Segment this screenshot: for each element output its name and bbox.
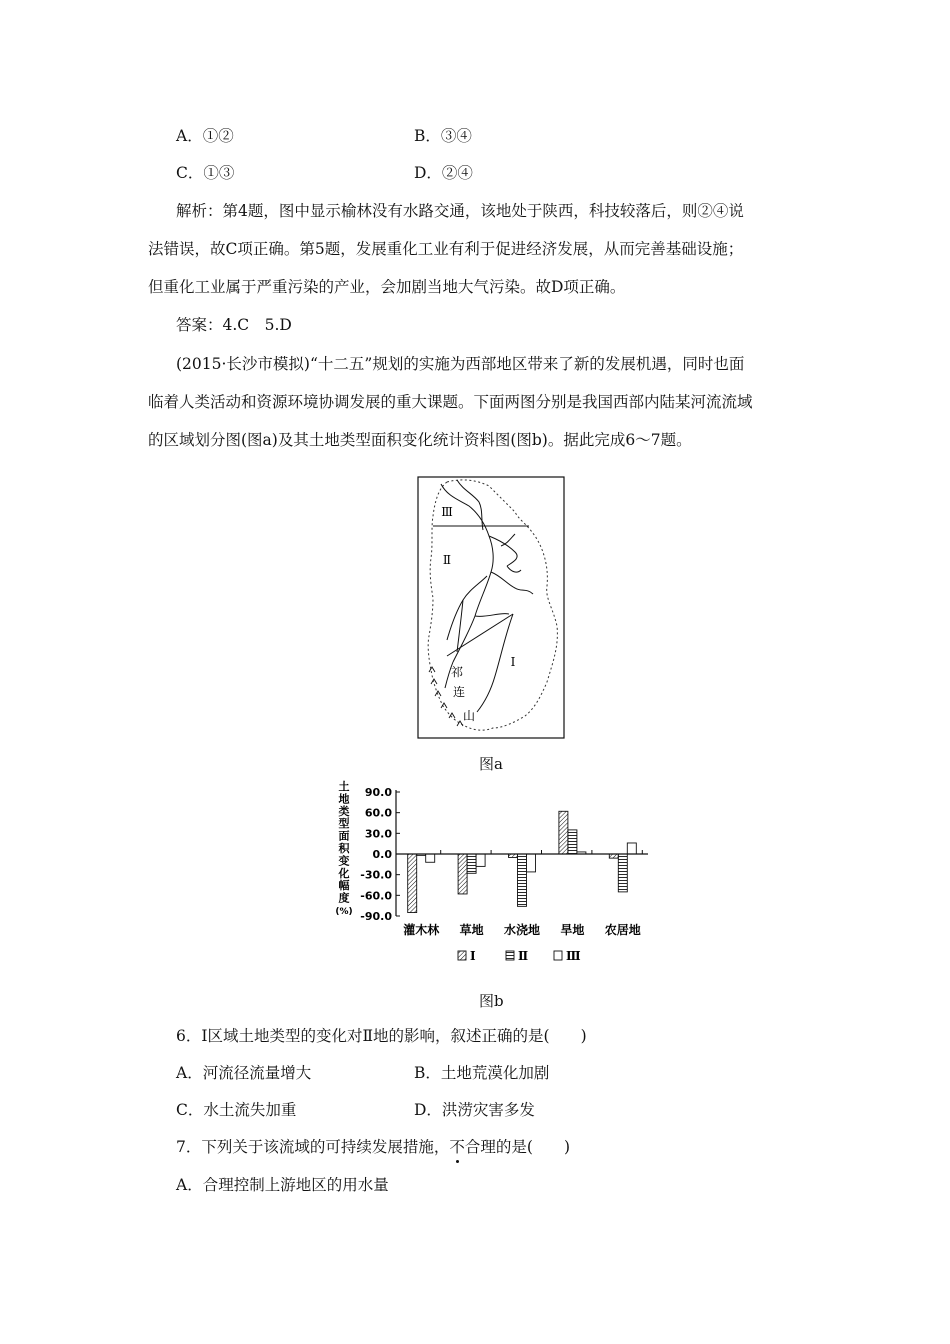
y-label-char: 度 [338, 891, 350, 905]
region-1-label: Ⅰ [510, 655, 516, 669]
bar-3-0 [559, 811, 568, 854]
legend-swatch [458, 951, 466, 960]
legend-swatch [554, 951, 562, 960]
land-change-chart [330, 780, 660, 970]
q6-option-c: C．水土流失加重 [176, 1101, 297, 1119]
bar-1-2 [476, 854, 485, 866]
map-frame [418, 477, 564, 738]
y-axis-label [335, 780, 352, 917]
bar-0-0 [408, 854, 417, 913]
bar-4-1 [618, 854, 627, 892]
legend-label: Ⅲ [566, 949, 581, 963]
region-3-label: Ⅲ [441, 505, 453, 519]
bar-0-2 [426, 854, 435, 862]
y-label-char: 积 [338, 842, 350, 855]
y-tick-label: -60.0 [360, 889, 392, 903]
y-axis-ticks [360, 786, 400, 923]
analysis-line-3: 但重化工业属于严重污染的产业，会加剧当地大气污染。故D项正确。 [148, 278, 626, 296]
q6-option-a: A．河流径流量增大 [176, 1064, 312, 1082]
figure-a-caption: 图a [479, 755, 503, 773]
y-label-char: 幅 [338, 879, 350, 893]
mountain-char-1: 祁 [451, 665, 464, 679]
category-labels [403, 922, 641, 937]
q6-option-d: D．洪涝灾害多发 [414, 1101, 535, 1119]
category-label: 水浇地 [503, 923, 541, 937]
figure-b-caption: 图b [479, 992, 504, 1010]
legend-swatch [506, 951, 514, 960]
mountain-char-3: 山 [463, 709, 476, 723]
legend [458, 949, 581, 963]
category-label: 旱地 [560, 923, 585, 937]
y-tick-label: 30.0 [364, 827, 392, 841]
bar-4-2 [627, 843, 636, 854]
y-label-char: 型 [338, 817, 350, 831]
y-label-char: 变 [338, 854, 350, 868]
intro-line-1: (2015·长沙市模拟)“十二五”规划的实施为西部地区带来了新的发展机遇，同时也面 [176, 355, 745, 373]
y-label-char: 土 [338, 780, 350, 793]
basin-map [417, 476, 565, 740]
q5-option-d: D．②④ [414, 164, 473, 182]
bar-1-1 [467, 854, 476, 873]
legend-label: Ⅱ [518, 949, 529, 963]
answer-line: 答案：4.C 5.D [176, 316, 292, 334]
bars [408, 811, 637, 912]
category-label: 草地 [459, 923, 484, 937]
q5-option-c: C．①③ [176, 164, 235, 182]
bar-2-1 [518, 854, 527, 906]
q7-stem-rest: 合理的是( ) [464, 1138, 570, 1156]
q5-option-b: B．③④ [414, 127, 472, 145]
y-label-char: 面 [338, 829, 350, 843]
y-label-char: 化 [338, 866, 350, 880]
mountain-char-2: 连 [453, 685, 466, 699]
q5-option-a: A．①② [176, 127, 234, 145]
y-tick-label: 60.0 [364, 806, 392, 820]
bar-3-1 [568, 830, 577, 854]
y-tick-label: 0.0 [372, 848, 392, 861]
category-label: 农居地 [604, 923, 641, 937]
bar-1-0 [458, 854, 467, 894]
q7-stem [176, 1137, 570, 1157]
region-2-label: Ⅱ [442, 553, 452, 567]
y-label-char: 类 [338, 804, 350, 818]
analysis-line-1: 解析：第4题，图中显示榆林没有水路交通，该地处于陕西，科技较落后，则②④说 [176, 202, 744, 220]
legend-label: Ⅰ [470, 949, 476, 963]
q7-stem-before: 7．下列关于该流域的可持续发展措施， [176, 1138, 450, 1156]
bar-2-2 [527, 854, 536, 872]
q6-option-b: B．土地荒漠化加剧 [414, 1064, 550, 1082]
y-tick-label: -30.0 [360, 868, 392, 882]
intro-line-2: 临着人类活动和资源环境协调发展的重大课题。下面两图分别是我国西部内陆某河流流域 [148, 393, 753, 411]
q6-stem: 6．Ⅰ区域土地类型的变化对Ⅱ地的影响，叙述正确的是( ) [176, 1027, 587, 1045]
bar-4-0 [609, 854, 618, 858]
intro-line-3: 的区域划分图(图a)及其土地类型面积变化统计资料图(图b)。据此完成6～7题。 [148, 431, 692, 449]
q7-option-a: A．合理控制上游地区的用水量 [176, 1176, 389, 1194]
analysis-line-2: 法错误，故C项正确。第5题，发展重化工业有利于促进经济发展，从而完善基础设施； [148, 240, 744, 258]
y-label-char: (%) [335, 907, 353, 917]
q7-emphasis: 不 [449, 1138, 465, 1156]
y-label-char: 地 [338, 792, 350, 806]
category-label: 灌木林 [403, 923, 440, 937]
y-tick-label: 90.0 [364, 786, 392, 799]
y-tick-label: -90.0 [360, 910, 392, 923]
